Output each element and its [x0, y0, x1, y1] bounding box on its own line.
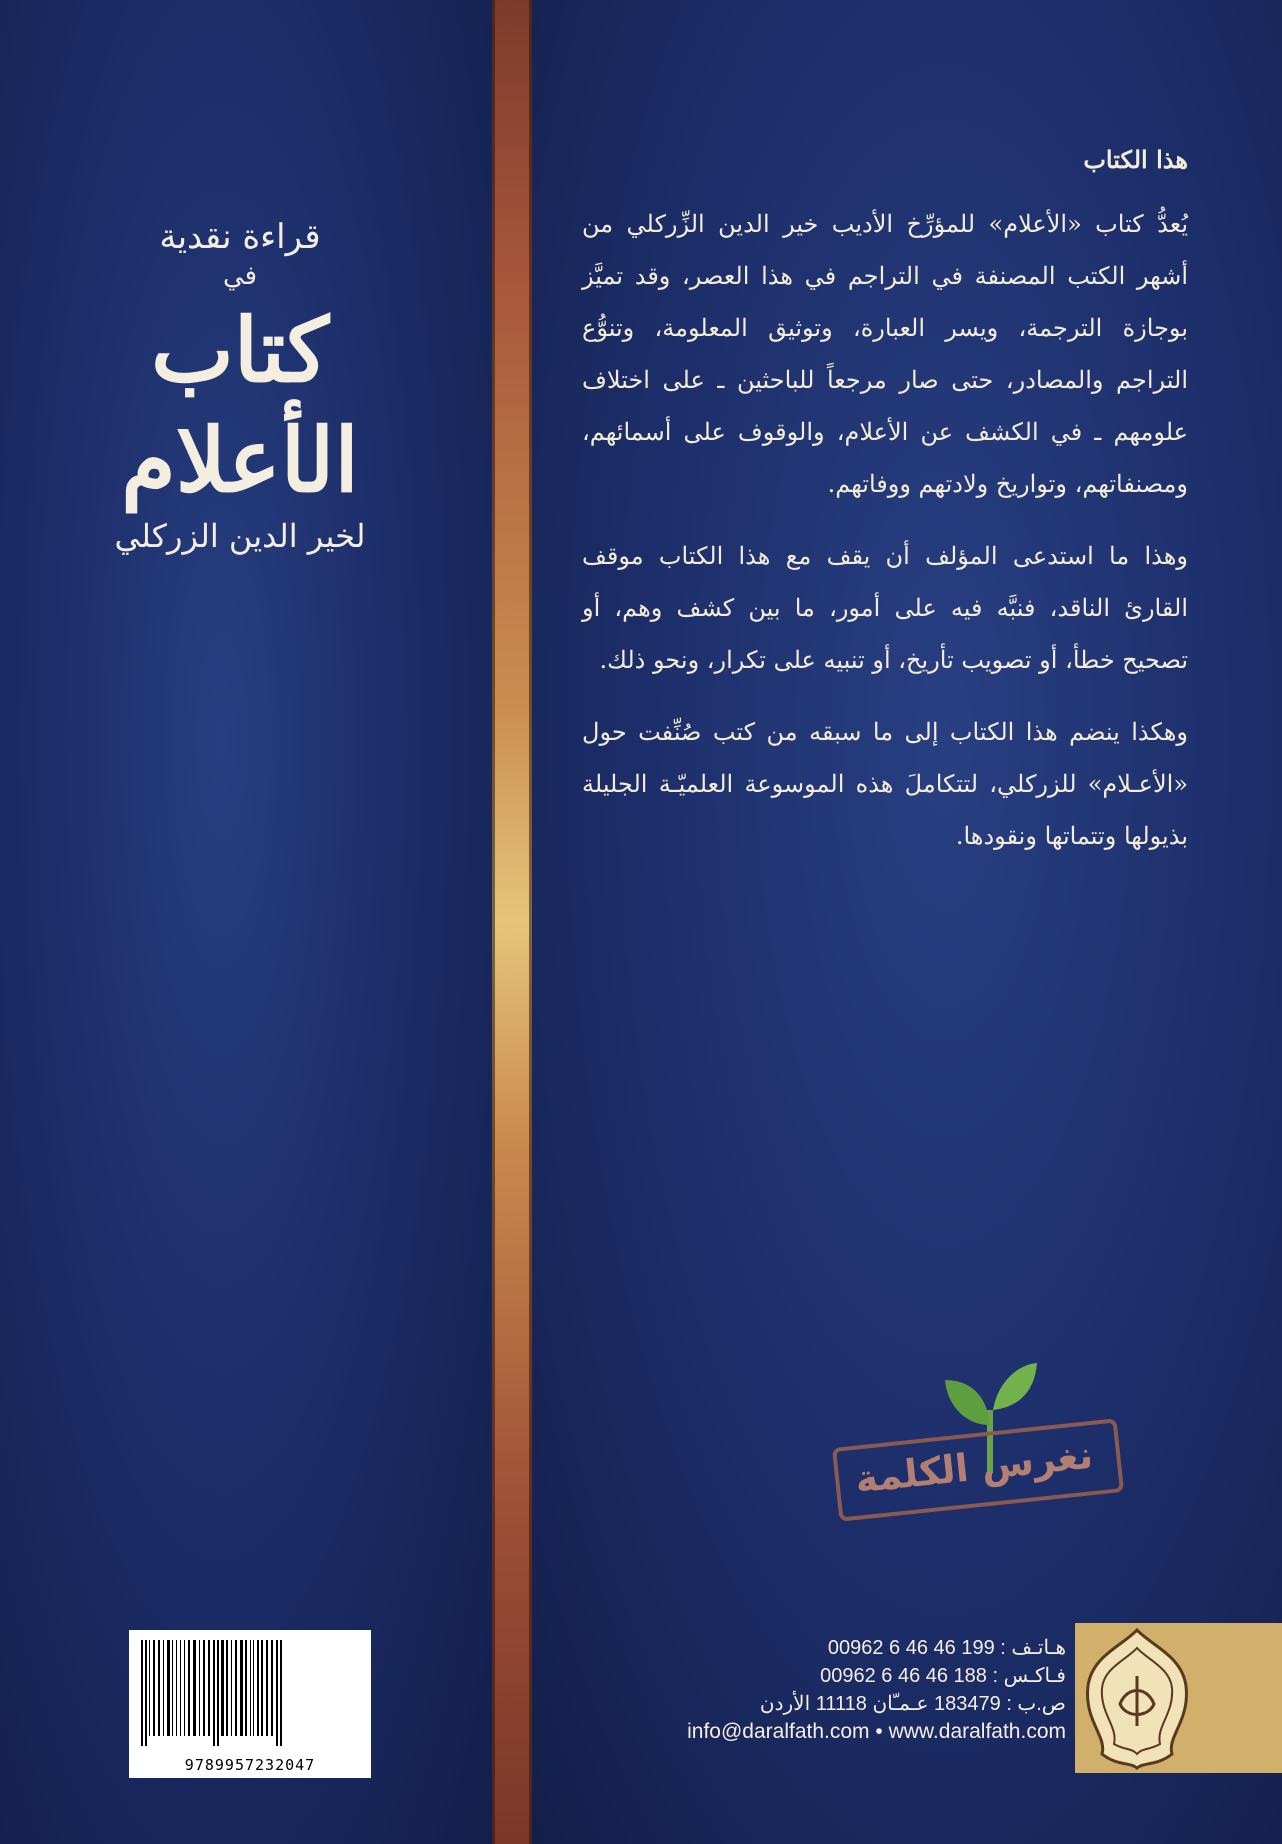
city-name: عـمـّان	[872, 1693, 929, 1715]
imprint-name: نغرس الكلمة	[853, 1432, 1095, 1502]
barcode-bar	[221, 1640, 224, 1736]
barcode-bar	[235, 1640, 237, 1736]
barcode-bars	[139, 1640, 361, 1746]
barcode-bar	[188, 1640, 190, 1736]
barcode-bar	[167, 1640, 170, 1736]
isbn-number: 9789957232047	[184, 1756, 316, 1774]
about-paragraph-3: وهكذا ينضم هذا الكتاب إلى ما سبقه من كتب صُنِّفت حول «الأعـلام» للزركلي، لتتكاملَ هذه الموسوعة العلميّـة الجليلة بذيولها وتتماتها ونقودها.	[582, 718, 1188, 850]
barcode-bar	[141, 1640, 143, 1746]
contact-info	[560, 1634, 1066, 1746]
barcode-bar	[253, 1640, 254, 1736]
country-name: الأردن	[759, 1693, 811, 1715]
barcode-bar	[261, 1640, 263, 1736]
book-subtitle: قراءة نقدية	[159, 217, 321, 257]
barcode-bar	[208, 1640, 210, 1736]
phone-label: هـاتـف :	[1000, 1637, 1066, 1659]
barcode-bar	[203, 1640, 205, 1736]
barcode-bar	[240, 1640, 243, 1736]
barcode-bar	[231, 1640, 232, 1736]
decorative-gold-stripe	[492, 0, 532, 1844]
about-paragraph-2: وهذا ما استدعى المؤلف أن يقف مع هذا الكتاب موقف القارئ الناقد، فنبَّه فيه على أمور، ما بين كشف وهم، أو تصحيح خطأ، أو تصويب تأريخ، أو تنبيه على تكرار، ونحو ذلك.	[582, 542, 1188, 674]
email-link[interactable]: info@daralfath.com	[687, 1720, 870, 1743]
barcode-bar	[163, 1640, 164, 1736]
web-row	[560, 1718, 1066, 1746]
pobox-number: 183479	[934, 1693, 1001, 1715]
book-author: لخير الدين الزركلي	[114, 517, 366, 555]
about-paragraph-1: يُعدُّ كتاب «الأعلام» للمؤرِّخ الأديب خير الدين الزِّركلي من أشهر الكتب المصنفة في التراجم في هذا العصر، وقد تميَّز بوجازة الترجمة، ويسر العبارة، وتوثيق المعلومة، وتنوُّع التراجم والمصادر، حتى صار مرجعاً للباحثين ـ على اختلاف علومهم ـ في الكشف عن الأعلام، والوقوف على أسمائهم، ومصنفاتهم، وتواريخ ولادتهم ووفاتهم.	[582, 210, 1188, 498]
barcode-bar	[199, 1640, 200, 1736]
barcode-bar	[213, 1640, 215, 1746]
about-book-section	[582, 140, 1188, 882]
phone-row	[560, 1634, 1066, 1662]
barcode-bar	[257, 1640, 259, 1736]
barcode-bar	[184, 1640, 185, 1736]
left-panel	[0, 0, 492, 1844]
book-title-preposition: في	[222, 261, 258, 291]
barcode-bar	[280, 1640, 282, 1746]
website-link[interactable]: www.daralfath.com	[888, 1720, 1066, 1743]
postal-code: 11118	[815, 1693, 867, 1715]
barcode-bar	[149, 1640, 150, 1736]
barcode-bar	[158, 1640, 160, 1736]
phone-number: 00962 6 46 46 199	[827, 1637, 995, 1659]
fax-label: فـاكـس :	[992, 1665, 1066, 1687]
book-main-title: كتاب الأعلام	[121, 298, 359, 512]
barcode-bar	[193, 1640, 196, 1736]
address-row	[560, 1690, 1066, 1718]
isbn-barcode	[129, 1630, 371, 1778]
barcode-bar	[271, 1640, 273, 1736]
barcode-bar	[217, 1640, 219, 1746]
imprint-stamp-logo	[835, 1355, 1125, 1505]
barcode-bar	[145, 1640, 147, 1746]
barcode-bar	[176, 1640, 177, 1736]
publisher-emblem-icon	[1082, 1626, 1192, 1772]
about-heading: هذا الكتاب	[1083, 145, 1188, 174]
separator-dot: •	[875, 1720, 883, 1743]
barcode-bar	[276, 1640, 278, 1746]
barcode-bar	[153, 1640, 155, 1736]
barcode-bar	[250, 1640, 251, 1736]
fax-number: 00962 6 46 46 188	[820, 1665, 987, 1687]
spine-title-block	[40, 215, 440, 557]
barcode-bar	[245, 1640, 247, 1736]
fax-row	[560, 1662, 1066, 1690]
barcode-bar	[172, 1640, 173, 1736]
pobox-label: ص.ب :	[1006, 1693, 1066, 1715]
barcode-bar	[180, 1640, 181, 1736]
barcode-bar	[226, 1640, 228, 1736]
barcode-bar	[266, 1640, 268, 1736]
